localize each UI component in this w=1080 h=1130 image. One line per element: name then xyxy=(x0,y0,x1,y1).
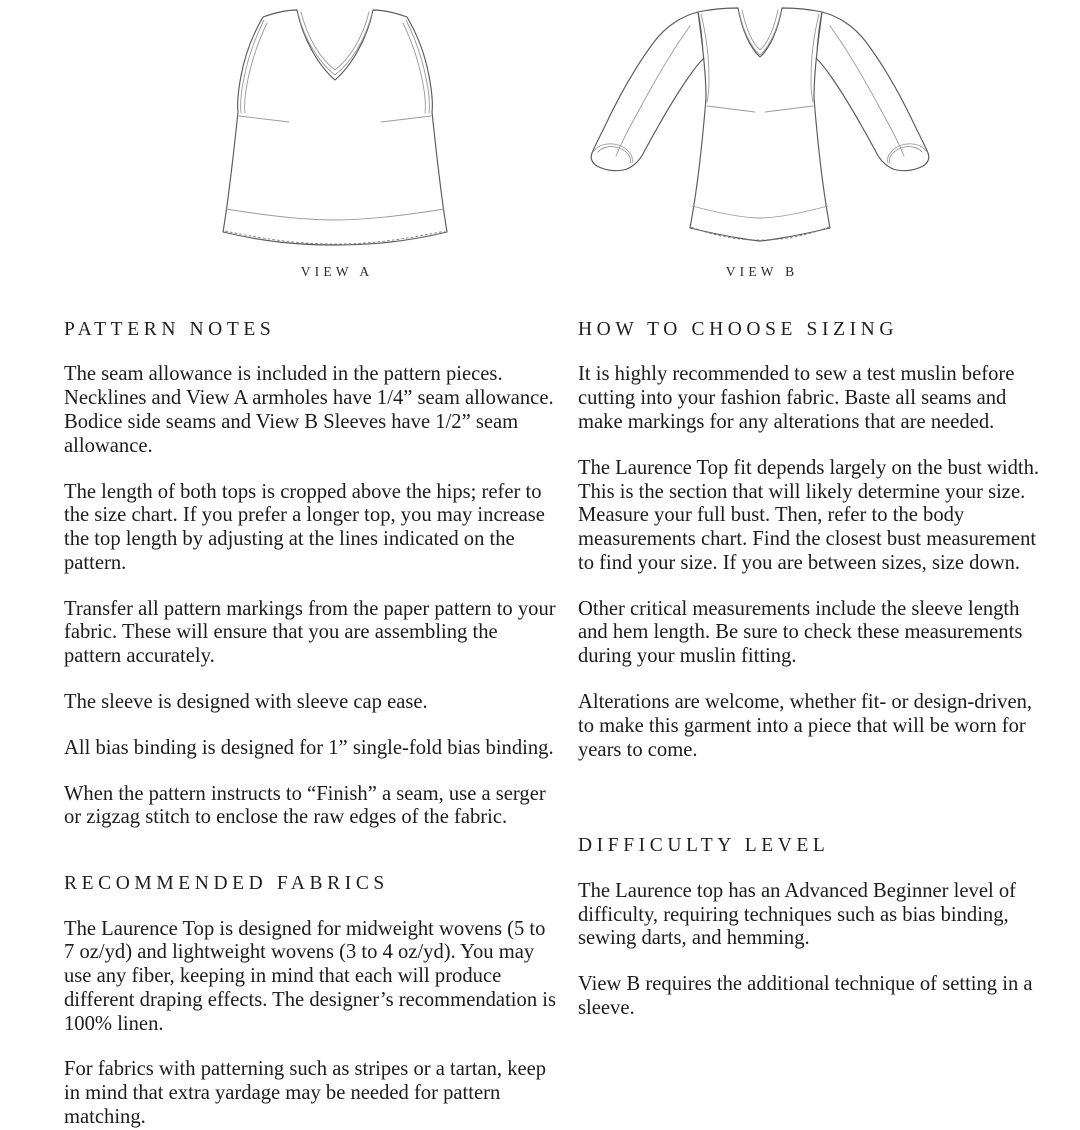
view-b-caption: VIEW B xyxy=(725,264,799,279)
view-b-illustration-block xyxy=(565,0,955,280)
view-a-caption: VIEW A xyxy=(300,264,374,279)
three-quarter-sleeve-top-flat-icon xyxy=(570,0,950,262)
pattern-notes-paragraph: The seam allowance is included in the pattern pieces. Necklines and View A armholes have 1/4” seam allowance. Bodice side seams and View B Sleeves have 1/2” seam allowance. xyxy=(64,363,554,457)
sizing-paragraph: It is highly recommended to sew a test muslin before cutting into your fashion fabric. Baste all seams and make markings for any alterations that are needed. xyxy=(578,363,1015,433)
section-recommended-fabrics xyxy=(64,872,556,1130)
technical-flats-row xyxy=(0,0,1080,300)
difficulty-level-heading: DIFFICULTY LEVEL xyxy=(578,835,830,857)
pattern-notes-paragraph: The length of both tops is cropped above the hips; refer to the size chart. If you prefer a longer top, you may increase the top length by adjusting at the lines indicated on the pattern. xyxy=(64,480,545,574)
section-difficulty-level xyxy=(578,834,1048,1020)
pattern-notes-paragraph: When the pattern instructs to “Finish” a seam, use a serger or zigzag stitch to enclose the raw edges of the fabric. xyxy=(64,782,546,829)
right-text-column xyxy=(578,318,1048,1021)
sizing-paragraph: Other critical measurements include the sleeve length and hem length. Be sure to check these measurements during your muslin fitting. xyxy=(578,597,1023,668)
recommended-fabrics-paragraph: For fabrics with patterning such as stripes or a tartan, keep in mind that extra yardage may be needed for pattern matching. xyxy=(64,1058,547,1128)
pattern-notes-paragraph: Transfer all pattern markings from the paper pattern to your fabric. These will ensure that you are assembling the pattern accurately. xyxy=(64,597,556,668)
sizing-paragraph: The Laurence Top fit depends largely on the bust width. This is the section that will likely determine your size. Measure your full bust. Then, refer to the body measurements chart. Find the closest bust measurement to find your size. If you are between sizes, size down. xyxy=(578,456,1040,574)
recommended-fabrics-heading: RECOMMENDED FABRICS xyxy=(64,873,389,895)
section-spacer xyxy=(64,830,556,872)
recommended-fabrics-paragraph: The Laurence Top is designed for midweight wovens (5 to 7 oz/yd) and lightweight wovens (3 to 4 oz/yd). You may use any fiber, keeping in mind that each will produce different draping effects. The designer’s recommendation is 100% linen. xyxy=(64,917,556,1035)
section-spacer xyxy=(578,762,1048,804)
difficulty-paragraph: The Laurence top has an Advanced Beginner level of difficulty, requiring techniques such as bias binding, sewing darts, and hemming. xyxy=(578,879,1017,950)
tank-top-flat-icon xyxy=(185,0,485,262)
left-text-column xyxy=(64,318,556,1130)
section-spacer xyxy=(578,804,1048,834)
section-pattern-notes xyxy=(64,318,556,830)
pattern-notes-heading: PATTERN NOTES xyxy=(64,319,276,340)
difficulty-paragraph: View B requires the additional technique of setting in a sleeve. xyxy=(578,973,1033,1019)
section-how-to-choose-sizing xyxy=(578,318,1048,762)
pattern-notes-paragraph: All bias binding is designed for 1” single-fold bias binding. xyxy=(64,736,554,759)
view-a-illustration-block xyxy=(175,0,495,280)
how-to-choose-sizing-heading: HOW TO CHOOSE SIZING xyxy=(578,319,899,340)
sizing-paragraph: Alterations are welcome, whether fit- or design-driven, to make this garment into a piece that will be worn for years to come. xyxy=(578,690,1033,761)
pattern-notes-paragraph: The sleeve is designed with sleeve cap ease. xyxy=(64,690,428,713)
